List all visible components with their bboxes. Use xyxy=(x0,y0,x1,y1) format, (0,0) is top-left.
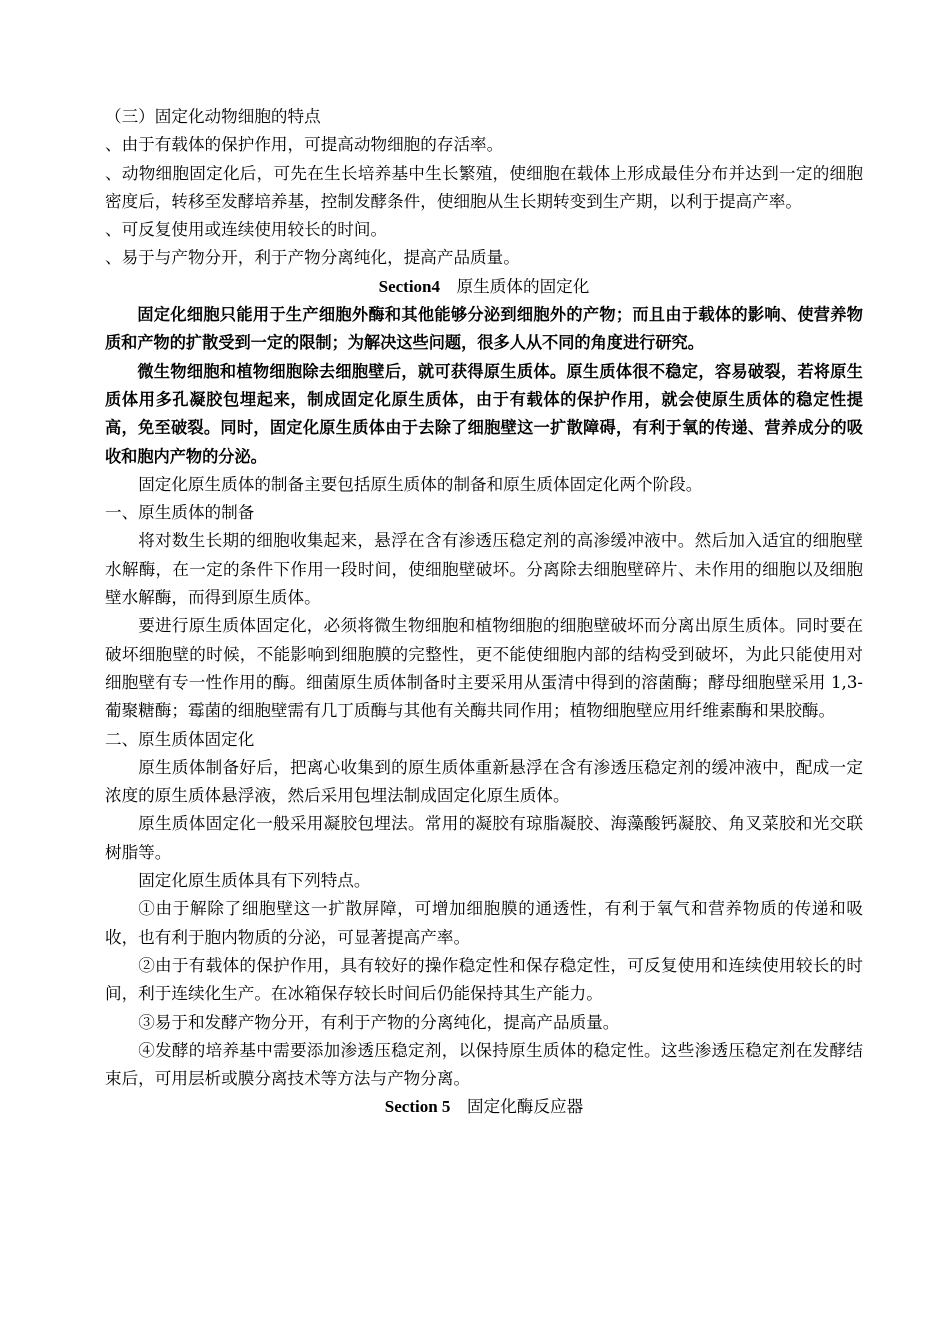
paragraph: 、动物细胞固定化后，可先在生长培养基中生长繁殖，使细胞在载体上形成最佳分布并达到一定的细胞密度后，转移至发酵培养基，控制发酵条件，使细胞从生长期转变到生产期，以利于提高产率。 xyxy=(105,163,863,211)
document-page xyxy=(105,103,863,1122)
paragraph: 、由于有载体的保护作用，可提高动物细胞的存活率。 xyxy=(105,135,504,155)
paragraph: 要进行原生质体固定化，必须将微生物细胞和植物细胞的细胞壁破坏而分离出原生质体。同时要在破坏细胞壁的时候，不能影响到细胞膜的完整性，更不能使细胞内部的结构受到破坏，为此只能使用对细胞壁有专一性作用的酶。细菌原生质体制备时主要采用从蛋清中得到的溶菌酶；酵母细胞壁采用 1,3-葡聚糖酶；霉菌的细胞壁需有几丁质酶与其他有关酶共同作用；植物细胞壁应用纤维素酶和果胶酶。 xyxy=(105,616,863,721)
section-4-number: Section4 xyxy=(378,276,441,296)
subheading-animal-cell-features: （三）固定化动物细胞的特点 xyxy=(105,107,321,126)
list-item: ③易于和发酵产物分开，有利于产物的分离纯化，提高产品质量。 xyxy=(138,1012,620,1032)
section-5-title: 固定化酶反应器 xyxy=(467,1097,584,1117)
paragraph: 、易于与产物分开，利于产物分离纯化，提高产品质量。 xyxy=(105,248,520,268)
section-4-heading xyxy=(105,273,863,301)
subheading-protoplast-immobilization: 二、原生质体固定化 xyxy=(105,729,255,749)
paragraph: 原生质体制备好后，把离心收集到的原生质体重新悬浮在含有渗透压稳定剂的缓冲液中，配成一定浓度的原生质体悬浮液，然后采用包埋法制成固定化原生质体。 xyxy=(105,757,863,806)
subheading-protoplast-preparation: 一、原生质体的制备 xyxy=(105,503,255,523)
paragraph: 固定化原生质体具有下列特点。 xyxy=(138,871,371,891)
paragraph: 固定化原生质体的制备主要包括原生质体的制备和原生质体固定化两个阶段。 xyxy=(138,474,703,494)
list-item: ②由于有载体的保护作用，具有较好的操作稳定性和保存稳定性，可反复使用和连续使用较长的时间，利于连续化生产。在冰箱保存较长时间后仍能保持其生产能力。 xyxy=(105,955,863,1004)
paragraph: 微生物细胞和植物细胞除去细胞壁后，就可获得原生质体。原生质体很不稳定，容易破裂，若将原生质体用多孔凝胶包埋起来，制成固定化原生质体，由于有载体的保护作用，就会使原生质体的稳定性提高，免至破裂。同时，固定化原生质体由于去除了细胞壁这一扩散障碍，有利于氧的传递、营养成分的吸收和胞内产物的分泌。 xyxy=(105,361,863,466)
paragraph: 固定化细胞只能用于生产细胞外酶和其他能够分泌到细胞外的产物；而且由于载体的影响、使营养物质和产物的扩散受到一定的限制；为解决这些问题，很多人从不同的角度进行研究。 xyxy=(105,305,863,353)
paragraph: 将对数生长期的细胞收集起来，悬浮在含有渗透压稳定剂的高渗缓冲液中。然后加入适宜的细胞壁水解酶，在一定的条件下作用一段时间，使细胞壁破坏。分离除去细胞壁碎片、未作用的细胞以及细胞壁水解酶，而得到原生质体。 xyxy=(105,531,863,608)
section-5-number: Section 5 xyxy=(384,1097,451,1117)
paragraph: 、可反复使用或连续使用较长的时间。 xyxy=(105,220,388,240)
list-item: ④发酵的培养基中需要添加渗透压稳定剂，以保持原生质体的稳定性。这些渗透压稳定剂在发酵结束后，可用层析或膜分离技术等方法与产物分离。 xyxy=(105,1040,863,1089)
section-5-heading xyxy=(105,1093,863,1121)
paragraph: 原生质体固定化一般采用凝胶包埋法。常用的凝胶有琼脂凝胶、海藻酸钙凝胶、角叉菜胶和光交联树脂等。 xyxy=(105,814,863,862)
section-4-title: 原生质体的固定化 xyxy=(456,276,590,296)
list-item: ①由于解除了细胞壁这一扩散屏障，可增加细胞膜的通透性，有利于氧气和营养物质的传递和吸收，也有利于胞内物质的分泌，可显著提高产率。 xyxy=(105,899,863,947)
